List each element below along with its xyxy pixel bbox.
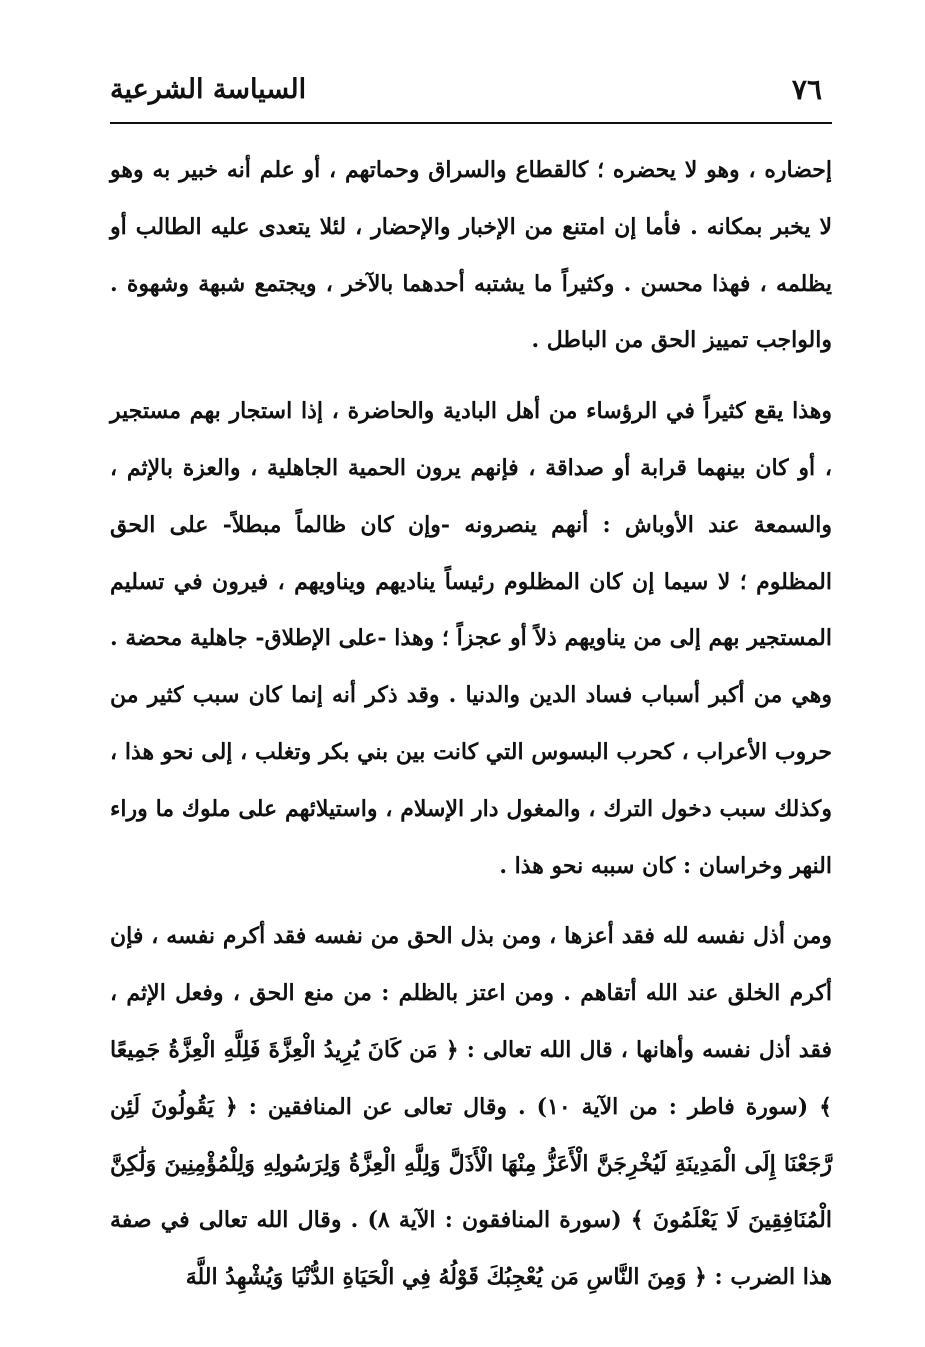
- paragraph: [110, 142, 832, 369]
- paragraph-text: ومن أذل نفسه لله فقد أعزها ، ومن بذل الحق من نفسه فقد أكرم نفسه ، فإن أكرم الخلق عند الله أتقاهم . ومن اعتز بالظلم : من منع الحق ، وفعل الإثم ، فقد أذل نفسه وأهانها ، قال الله تعالى : ﴿ مَن كَانَ يُرِيدُ الْعِزَّةَ فَلِلَّهِ الْعِزَّةُ جَمِيعًا ﴾ (سورة فاطر : من الآية ١٠) . وقال تعالى عن المنافقين : ﴿ يَقُولُونَ لَئِن رَّجَعْنَا إِلَى الْمَدِينَةِ لَيُخْرِجَنَّ الْأَعَزُّ مِنْهَا الْأَذَلَّ وَلِلَّهِ الْعِزَّةُ وَلِرَسُولِهِ وَلِلْمُؤْمِنِينَ وَلَٰكِنَّ الْمُنَافِقِينَ لَا يَعْلَمُونَ ﴾ (سورة المنافقون : الآية ٨) . وقال الله تعالى في صفة هذا الضرب : ﴿ وَمِنَ النَّاسِ مَن يُعْجِبُكَ قَوْلُهُ فِي الْحَيَاةِ الدُّنْيَا وَيُشْهِدُ اللَّهَ: [110, 923, 832, 1291]
- paragraph: [110, 383, 832, 894]
- header-rule: [110, 122, 832, 124]
- paragraph-text: إحضاره ، وهو لا يحضره ؛ كالقطاع والسراق وحماتهم ، أو علم أنه خبير به وهو لا يخبر بمكانه . فأما إن امتنع من الإخبار والإحضار ، لئلا يتعدى عليه الطالب أو يظلمه ، فهذا محسن . وكثيراً ما يشتبه أحدهما بالآخر ، ويجتمع شبهة وشهوة . والواجب تمييز الحق من الباطل .: [110, 157, 832, 354]
- page-number: ٧٦: [791, 73, 822, 106]
- body-text: [110, 142, 832, 1306]
- page-header: [110, 66, 832, 118]
- paragraph: [110, 908, 832, 1306]
- running-title: السياسة الشرعية: [110, 74, 307, 105]
- paragraph-text: وهذا يقع كثيراً في الرؤساء من أهل البادية والحاضرة ، إذا استجار بهم مستجير ، أو كان بينهما قرابة أو صداقة ، فإنهم يرون الحمية الجاهلية ، والعزة بالإثم ، والسمعة عند الأوباش : أنهم ينصرونه -وإن كان ظالماً مبطلاً- على الحق المظلوم ؛ لا سيما إن كان المظلوم رئيساً يناديهم ويناويهم ، فيرون في تسليم المستجير بهم إلى من يناويهم ذلاً أو عجزاً ؛ وهذا -على الإطلاق- جاهلية محضة . وهي من أكبر أسباب فساد الدين والدنيا . وقد ذكر أنه إنما كان سبب كثير من حروب الأعراب ، كحرب البسوس التي كانت بين بني بكر وتغلب ، إلى نحو هذا ، وكذلك سبب دخول الترك ، والمغول دار الإسلام ، واستيلائهم على ملوك ما وراء النهر وخراسان : كان سببه نحو هذا .: [110, 398, 832, 879]
